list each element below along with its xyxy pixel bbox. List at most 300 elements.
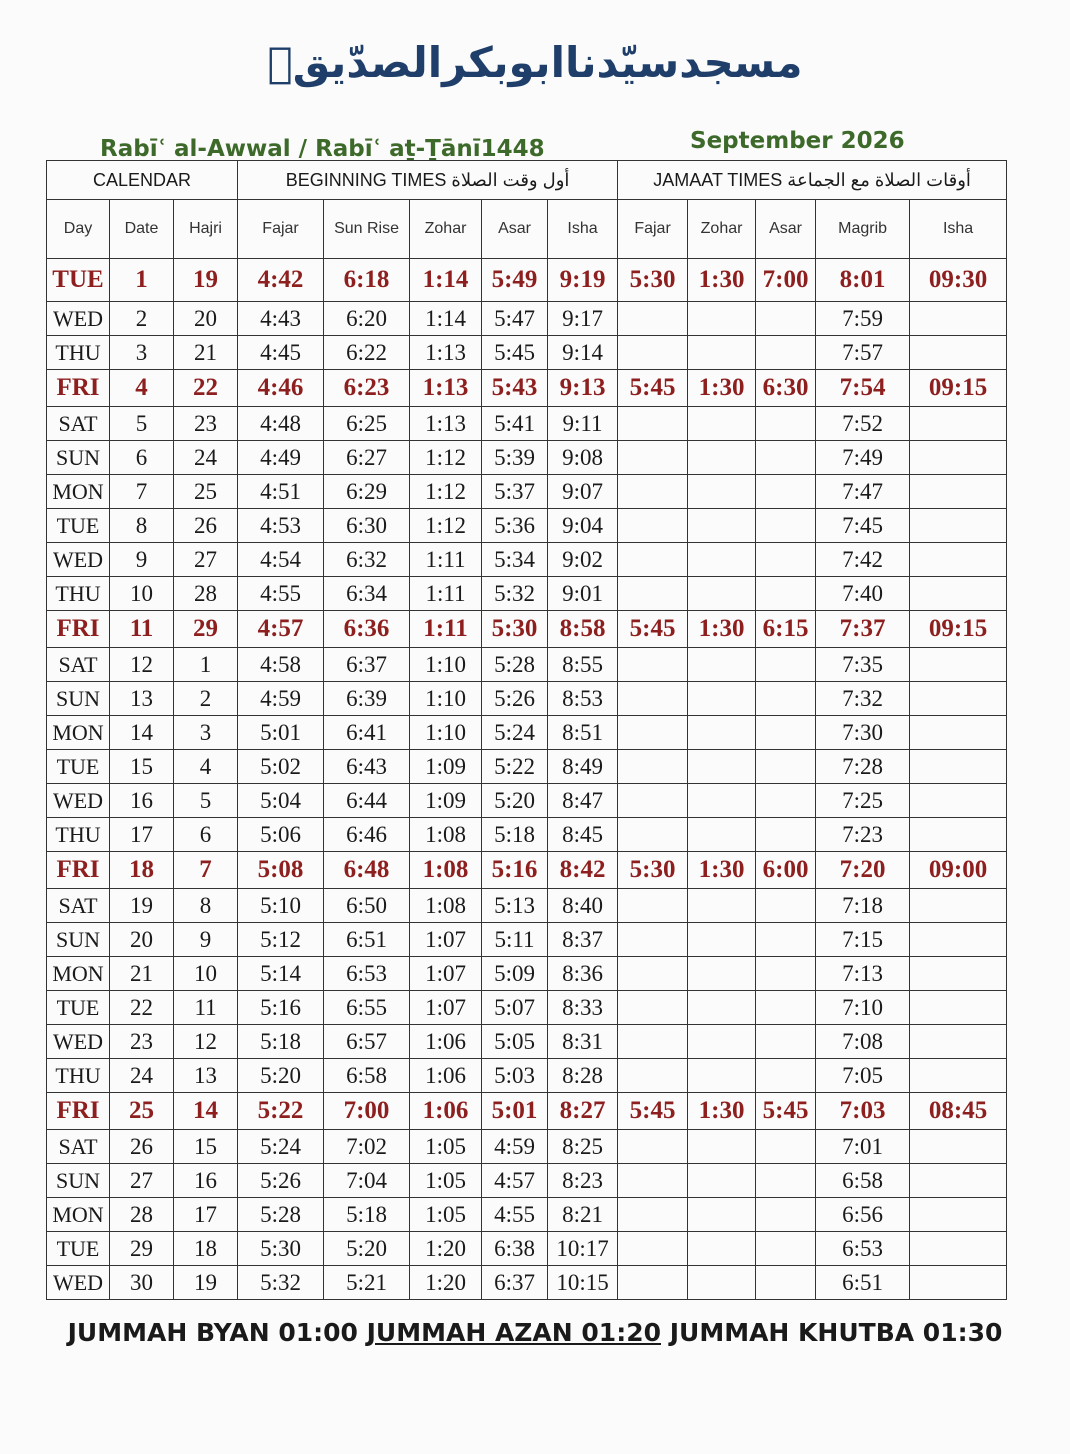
cell-isha: 8:51 (548, 716, 618, 750)
cell-date: 5 (110, 407, 174, 441)
cell-j-magrib: 7:28 (816, 750, 910, 784)
cell-hajri: 8 (174, 889, 238, 923)
cell-j-fajar (618, 475, 688, 509)
cell-hajri: 20 (174, 302, 238, 336)
cell-hajri: 25 (174, 475, 238, 509)
cell-asar: 5:34 (482, 543, 548, 577)
cell-j-isha (910, 1266, 1007, 1300)
cell-isha: 9:01 (548, 577, 618, 611)
cell-hajri: 9 (174, 923, 238, 957)
cell-j-isha (910, 923, 1007, 957)
cell-fajar: 4:51 (238, 475, 324, 509)
cell-j-magrib: 7:45 (816, 509, 910, 543)
cell-hajri: 17 (174, 1198, 238, 1232)
cell-j-zohar (688, 509, 756, 543)
table-row (47, 716, 1007, 750)
cell-j-fajar: 5:30 (618, 259, 688, 302)
gregorian-month-label: September 2026 (690, 128, 905, 154)
cell-zohar: 1:08 (410, 852, 482, 889)
cell-j-asar (756, 682, 816, 716)
cell-fajar: 5:32 (238, 1266, 324, 1300)
cell-date: 18 (110, 852, 174, 889)
table-row (47, 1232, 1007, 1266)
calendar-group-header: CALENDAR (47, 161, 238, 200)
cell-sunrise: 6:41 (324, 716, 410, 750)
cell-j-fajar (618, 991, 688, 1025)
table-row (47, 441, 1007, 475)
cell-hajri: 12 (174, 1025, 238, 1059)
cell-isha: 8:53 (548, 682, 618, 716)
cell-hajri: 22 (174, 370, 238, 407)
cell-j-zohar (688, 648, 756, 682)
cell-j-zohar (688, 923, 756, 957)
cell-j-magrib: 7:03 (816, 1093, 910, 1130)
cell-sunrise: 6:48 (324, 852, 410, 889)
cell-isha: 8:25 (548, 1130, 618, 1164)
cell-date: 13 (110, 682, 174, 716)
col-header-date: Date (110, 200, 174, 259)
cell-zohar: 1:13 (410, 370, 482, 407)
masjid-name-title: مسجدسيّدناابوبكرالصدّيقؓ (267, 38, 803, 87)
jamaat-times-group-header: JAMAAT TIMES أوقات الصلاة مع الجماعة (618, 161, 1007, 200)
cell-j-asar (756, 784, 816, 818)
cell-j-asar (756, 1266, 816, 1300)
cell-day: SUN (47, 1164, 110, 1198)
cell-date: 28 (110, 1198, 174, 1232)
table-row (47, 852, 1007, 889)
cell-hajri: 24 (174, 441, 238, 475)
cell-sunrise: 5:21 (324, 1266, 410, 1300)
cell-fajar: 4:57 (238, 611, 324, 648)
col-header-isha: Isha (548, 200, 618, 259)
cell-date: 17 (110, 818, 174, 852)
cell-asar: 5:18 (482, 818, 548, 852)
cell-day: MON (47, 957, 110, 991)
cell-zohar: 1:07 (410, 957, 482, 991)
cell-j-asar (756, 509, 816, 543)
cell-isha: 8:23 (548, 1164, 618, 1198)
cell-j-asar (756, 577, 816, 611)
cell-asar: 5:01 (482, 1093, 548, 1130)
cell-asar: 5:09 (482, 957, 548, 991)
table-row (47, 336, 1007, 370)
cell-j-isha (910, 1025, 1007, 1059)
cell-j-isha (910, 577, 1007, 611)
cell-isha: 8:21 (548, 1198, 618, 1232)
cell-j-zohar (688, 577, 756, 611)
cell-sunrise: 6:43 (324, 750, 410, 784)
cell-fajar: 5:08 (238, 852, 324, 889)
cell-asar: 5:16 (482, 852, 548, 889)
cell-day: MON (47, 475, 110, 509)
cell-isha: 8:33 (548, 991, 618, 1025)
cell-j-magrib: 7:35 (816, 648, 910, 682)
table-row (47, 407, 1007, 441)
cell-isha: 10:17 (548, 1232, 618, 1266)
cell-j-asar (756, 302, 816, 336)
cell-zohar: 1:05 (410, 1198, 482, 1232)
cell-sunrise: 6:23 (324, 370, 410, 407)
cell-zohar: 1:10 (410, 648, 482, 682)
cell-zohar: 1:14 (410, 259, 482, 302)
cell-fajar: 5:28 (238, 1198, 324, 1232)
cell-fajar: 5:18 (238, 1025, 324, 1059)
cell-day: SUN (47, 441, 110, 475)
jummah-azan-text: JUMMAH AZAN 01:20 (366, 1318, 661, 1347)
cell-asar: 5:03 (482, 1059, 548, 1093)
cell-hajri: 19 (174, 1266, 238, 1300)
cell-day: SAT (47, 648, 110, 682)
cell-zohar: 1:11 (410, 543, 482, 577)
cell-j-fajar (618, 1025, 688, 1059)
col-header-asar: Asar (482, 200, 548, 259)
cell-j-fajar (618, 1164, 688, 1198)
jummah-khutba-text: JUMMAH KHUTBA 01:30 (669, 1318, 1003, 1347)
cell-hajri: 29 (174, 611, 238, 648)
cell-date: 2 (110, 302, 174, 336)
group-header-row (47, 161, 1007, 200)
table-row (47, 509, 1007, 543)
cell-fajar: 5:01 (238, 716, 324, 750)
cell-asar: 5:05 (482, 1025, 548, 1059)
cell-j-zohar (688, 1130, 756, 1164)
cell-date: 11 (110, 611, 174, 648)
cell-sunrise: 6:36 (324, 611, 410, 648)
cell-isha: 9:04 (548, 509, 618, 543)
cell-isha: 9:14 (548, 336, 618, 370)
cell-isha: 9:19 (548, 259, 618, 302)
cell-hajri: 15 (174, 1130, 238, 1164)
cell-j-magrib: 7:18 (816, 889, 910, 923)
cell-zohar: 1:10 (410, 716, 482, 750)
cell-j-zohar (688, 336, 756, 370)
cell-j-fajar (618, 407, 688, 441)
cell-zohar: 1:06 (410, 1059, 482, 1093)
cell-j-asar (756, 543, 816, 577)
cell-day: WED (47, 302, 110, 336)
cell-j-magrib: 7:30 (816, 716, 910, 750)
col-header-sunrise: Sun Rise (324, 200, 410, 259)
cell-isha: 9:13 (548, 370, 618, 407)
cell-asar: 5:36 (482, 509, 548, 543)
table-row (47, 957, 1007, 991)
cell-sunrise: 6:57 (324, 1025, 410, 1059)
cell-j-magrib: 7:10 (816, 991, 910, 1025)
cell-zohar: 1:06 (410, 1025, 482, 1059)
cell-isha: 8:55 (548, 648, 618, 682)
cell-sunrise: 6:32 (324, 543, 410, 577)
cell-isha: 9:08 (548, 441, 618, 475)
cell-j-fajar (618, 1059, 688, 1093)
cell-hajri: 16 (174, 1164, 238, 1198)
cell-j-isha (910, 818, 1007, 852)
cell-isha: 8:40 (548, 889, 618, 923)
cell-hajri: 28 (174, 577, 238, 611)
cell-j-asar: 6:15 (756, 611, 816, 648)
cell-zohar: 1:05 (410, 1164, 482, 1198)
cell-j-fajar (618, 302, 688, 336)
cell-isha: 9:02 (548, 543, 618, 577)
cell-fajar: 5:26 (238, 1164, 324, 1198)
cell-j-isha (910, 509, 1007, 543)
cell-sunrise: 5:20 (324, 1232, 410, 1266)
cell-zohar: 1:07 (410, 991, 482, 1025)
cell-zohar: 1:09 (410, 784, 482, 818)
cell-date: 25 (110, 1093, 174, 1130)
table-row (47, 475, 1007, 509)
cell-j-asar (756, 750, 816, 784)
cell-hajri: 26 (174, 509, 238, 543)
timetable-body (47, 259, 1007, 1300)
cell-fajar: 5:14 (238, 957, 324, 991)
cell-day: FRI (47, 611, 110, 648)
cell-isha: 8:28 (548, 1059, 618, 1093)
cell-j-magrib: 7:01 (816, 1130, 910, 1164)
cell-fajar: 4:55 (238, 577, 324, 611)
cell-sunrise: 7:00 (324, 1093, 410, 1130)
cell-isha: 8:42 (548, 852, 618, 889)
cell-date: 24 (110, 1059, 174, 1093)
cell-j-fajar (618, 957, 688, 991)
cell-j-magrib: 6:51 (816, 1266, 910, 1300)
prayer-timetable (46, 160, 1007, 1300)
cell-j-isha (910, 302, 1007, 336)
cell-sunrise: 6:30 (324, 509, 410, 543)
cell-zohar: 1:20 (410, 1232, 482, 1266)
cell-hajri: 7 (174, 852, 238, 889)
col-header-day: Day (47, 200, 110, 259)
cell-zohar: 1:08 (410, 889, 482, 923)
cell-hajri: 2 (174, 682, 238, 716)
cell-sunrise: 7:02 (324, 1130, 410, 1164)
cell-hajri: 13 (174, 1059, 238, 1093)
cell-j-asar (756, 336, 816, 370)
table-row (47, 1164, 1007, 1198)
cell-j-isha (910, 682, 1007, 716)
cell-j-asar (756, 1164, 816, 1198)
cell-sunrise: 6:18 (324, 259, 410, 302)
cell-date: 23 (110, 1025, 174, 1059)
table-row (47, 818, 1007, 852)
cell-date: 12 (110, 648, 174, 682)
cell-day: TUE (47, 750, 110, 784)
cell-fajar: 4:49 (238, 441, 324, 475)
cell-j-asar (756, 991, 816, 1025)
cell-isha: 8:31 (548, 1025, 618, 1059)
cell-j-fajar: 5:30 (618, 852, 688, 889)
cell-hajri: 6 (174, 818, 238, 852)
cell-asar: 5:11 (482, 923, 548, 957)
cell-sunrise: 6:20 (324, 302, 410, 336)
cell-asar: 5:28 (482, 648, 548, 682)
column-header-row (47, 200, 1007, 259)
cell-j-zohar (688, 543, 756, 577)
cell-zohar: 1:12 (410, 509, 482, 543)
cell-j-zohar (688, 716, 756, 750)
cell-asar: 4:57 (482, 1164, 548, 1198)
cell-sunrise: 6:55 (324, 991, 410, 1025)
cell-asar: 6:37 (482, 1266, 548, 1300)
cell-sunrise: 6:22 (324, 336, 410, 370)
cell-sunrise: 6:37 (324, 648, 410, 682)
cell-j-asar (756, 475, 816, 509)
cell-asar: 5:32 (482, 577, 548, 611)
cell-j-asar (756, 1059, 816, 1093)
cell-date: 21 (110, 957, 174, 991)
cell-hajri: 27 (174, 543, 238, 577)
table-row (47, 577, 1007, 611)
cell-j-magrib: 7:49 (816, 441, 910, 475)
cell-fajar: 5:10 (238, 889, 324, 923)
cell-fajar: 5:24 (238, 1130, 324, 1164)
cell-fajar: 4:59 (238, 682, 324, 716)
cell-asar: 5:49 (482, 259, 548, 302)
cell-j-isha (910, 1198, 1007, 1232)
cell-date: 14 (110, 716, 174, 750)
table-row (47, 784, 1007, 818)
cell-day: THU (47, 336, 110, 370)
cell-j-magrib: 7:57 (816, 336, 910, 370)
cell-j-asar (756, 1025, 816, 1059)
jummah-footer (0, 1318, 1070, 1347)
cell-j-zohar: 1:30 (688, 852, 756, 889)
jummah-byan-text: JUMMAH BYAN 01:00 (67, 1318, 358, 1347)
cell-day: FRI (47, 852, 110, 889)
cell-j-asar (756, 441, 816, 475)
cell-j-magrib: 7:08 (816, 1025, 910, 1059)
cell-fajar: 4:48 (238, 407, 324, 441)
cell-j-asar (756, 716, 816, 750)
cell-hajri: 11 (174, 991, 238, 1025)
cell-asar: 5:43 (482, 370, 548, 407)
cell-asar: 5:45 (482, 336, 548, 370)
cell-j-isha (910, 957, 1007, 991)
cell-j-magrib: 7:40 (816, 577, 910, 611)
cell-fajar: 4:54 (238, 543, 324, 577)
cell-hajri: 19 (174, 259, 238, 302)
table-row (47, 750, 1007, 784)
beginning-times-group-header: BEGINNING TIMES أول وقت الصلاة (238, 161, 618, 200)
table-row (47, 1059, 1007, 1093)
cell-j-isha (910, 991, 1007, 1025)
cell-date: 15 (110, 750, 174, 784)
cell-zohar: 1:08 (410, 818, 482, 852)
cell-sunrise: 6:44 (324, 784, 410, 818)
cell-j-zohar (688, 889, 756, 923)
cell-fajar: 4:45 (238, 336, 324, 370)
cell-j-isha (910, 1164, 1007, 1198)
cell-j-isha: 09:30 (910, 259, 1007, 302)
cell-zohar: 1:20 (410, 1266, 482, 1300)
table-row (47, 302, 1007, 336)
cell-isha: 10:15 (548, 1266, 618, 1300)
cell-day: FRI (47, 1093, 110, 1130)
cell-j-fajar (618, 784, 688, 818)
cell-zohar: 1:11 (410, 611, 482, 648)
cell-j-fajar (618, 441, 688, 475)
cell-hajri: 4 (174, 750, 238, 784)
cell-j-isha: 09:15 (910, 370, 1007, 407)
cell-j-isha: 08:45 (910, 1093, 1007, 1130)
cell-j-zohar (688, 1266, 756, 1300)
cell-j-isha (910, 750, 1007, 784)
cell-j-asar (756, 1198, 816, 1232)
cell-j-asar: 7:00 (756, 259, 816, 302)
cell-zohar: 1:11 (410, 577, 482, 611)
cell-hajri: 10 (174, 957, 238, 991)
cell-j-fajar (618, 336, 688, 370)
cell-isha: 8:45 (548, 818, 618, 852)
cell-j-zohar (688, 441, 756, 475)
table-row (47, 1130, 1007, 1164)
cell-date: 16 (110, 784, 174, 818)
cell-j-asar (756, 1232, 816, 1266)
cell-fajar: 5:02 (238, 750, 324, 784)
cell-j-fajar: 5:45 (618, 611, 688, 648)
cell-j-zohar (688, 991, 756, 1025)
cell-j-zohar (688, 407, 756, 441)
cell-day: TUE (47, 259, 110, 302)
cell-fajar: 4:53 (238, 509, 324, 543)
cell-date: 22 (110, 991, 174, 1025)
cell-j-isha (910, 889, 1007, 923)
cell-j-isha (910, 336, 1007, 370)
cell-hajri: 14 (174, 1093, 238, 1130)
cell-j-fajar (618, 716, 688, 750)
cell-j-zohar (688, 1164, 756, 1198)
cell-j-magrib: 7:59 (816, 302, 910, 336)
cell-date: 9 (110, 543, 174, 577)
cell-j-fajar (618, 543, 688, 577)
cell-hajri: 1 (174, 648, 238, 682)
cell-isha: 9:07 (548, 475, 618, 509)
cell-date: 1 (110, 259, 174, 302)
cell-j-asar (756, 889, 816, 923)
cell-j-fajar (618, 648, 688, 682)
cell-j-zohar (688, 302, 756, 336)
cell-fajar: 4:46 (238, 370, 324, 407)
cell-zohar: 1:14 (410, 302, 482, 336)
cell-j-asar (756, 407, 816, 441)
col-header-jamaat-isha: Isha (910, 200, 1007, 259)
cell-isha: 8:49 (548, 750, 618, 784)
cell-day: MON (47, 1198, 110, 1232)
cell-day: THU (47, 1059, 110, 1093)
cell-j-fajar (618, 889, 688, 923)
cell-asar: 5:07 (482, 991, 548, 1025)
cell-isha: 8:27 (548, 1093, 618, 1130)
cell-sunrise: 6:29 (324, 475, 410, 509)
cell-j-magrib: 7:42 (816, 543, 910, 577)
cell-zohar: 1:06 (410, 1093, 482, 1130)
cell-j-zohar (688, 784, 756, 818)
cell-j-zohar (688, 1198, 756, 1232)
cell-j-fajar: 5:45 (618, 370, 688, 407)
cell-fajar: 5:16 (238, 991, 324, 1025)
cell-j-fajar (618, 818, 688, 852)
cell-j-isha (910, 1130, 1007, 1164)
cell-zohar: 1:13 (410, 336, 482, 370)
cell-j-fajar (618, 1130, 688, 1164)
cell-j-magrib: 7:52 (816, 407, 910, 441)
cell-j-fajar (618, 1232, 688, 1266)
table-row (47, 1198, 1007, 1232)
cell-day: WED (47, 1266, 110, 1300)
cell-hajri: 21 (174, 336, 238, 370)
cell-j-zohar (688, 1025, 756, 1059)
cell-hajri: 23 (174, 407, 238, 441)
cell-isha: 9:17 (548, 302, 618, 336)
